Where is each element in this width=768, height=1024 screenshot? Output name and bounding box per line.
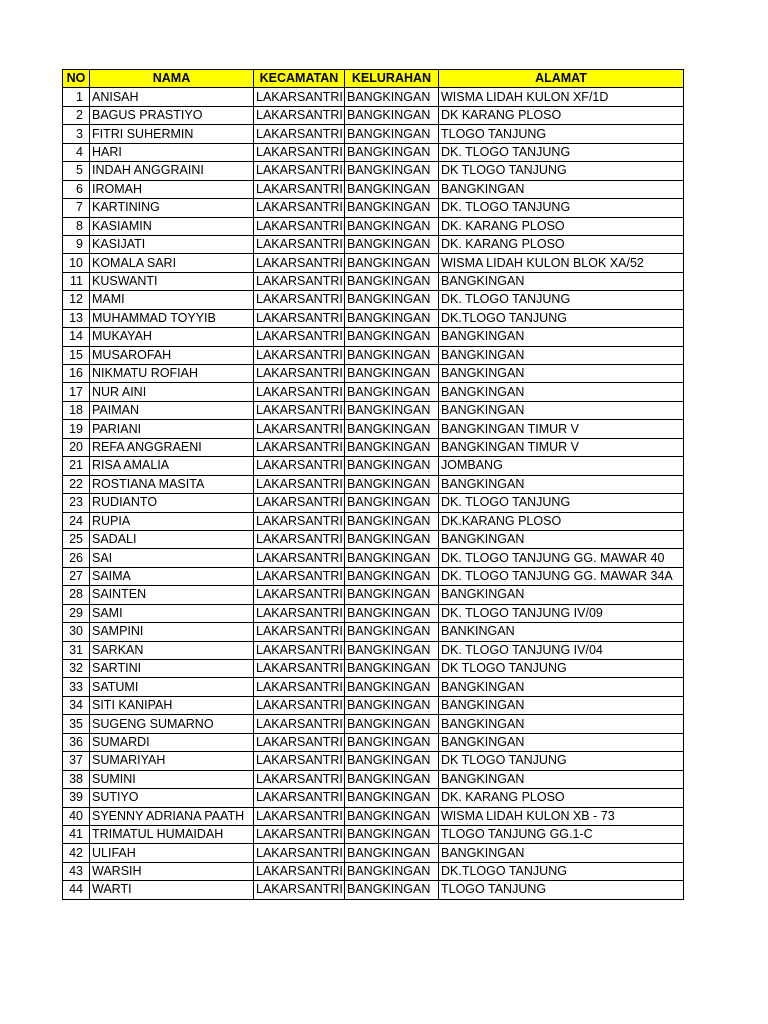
cell-alamat: BANGKINGAN	[439, 365, 684, 383]
cell-no: 24	[63, 512, 90, 530]
cell-alamat: BANGKINGAN	[439, 733, 684, 751]
table-row	[63, 309, 684, 327]
cell-alamat: DK. KARANG PLOSO	[439, 217, 684, 235]
table-row	[63, 660, 684, 678]
table-row	[63, 789, 684, 807]
cell-kelurahan: BANGKINGAN	[345, 678, 439, 696]
cell-nama: WARTI	[90, 881, 254, 899]
cell-nama: IROMAH	[90, 180, 254, 198]
cell-alamat: TLOGO TANJUNG GG.1-C	[439, 825, 684, 843]
cell-alamat: BANGKINGAN	[439, 346, 684, 364]
cell-no: 31	[63, 641, 90, 659]
cell-kecamatan: LAKARSANTRI	[254, 438, 345, 456]
cell-kecamatan: LAKARSANTRI	[254, 420, 345, 438]
cell-alamat: DK. TLOGO TANJUNG	[439, 199, 684, 217]
cell-no: 26	[63, 549, 90, 567]
cell-no: 3	[63, 125, 90, 143]
cell-kecamatan: LAKARSANTRI	[254, 752, 345, 770]
table-row	[63, 328, 684, 346]
cell-kelurahan: BANGKINGAN	[345, 770, 439, 788]
cell-nama: SARKAN	[90, 641, 254, 659]
cell-kelurahan: BANGKINGAN	[345, 106, 439, 124]
table-row	[63, 733, 684, 751]
cell-alamat: BANGKINGAN	[439, 678, 684, 696]
cell-kelurahan: BANGKINGAN	[345, 235, 439, 253]
cell-kelurahan: BANGKINGAN	[345, 623, 439, 641]
table-row	[63, 715, 684, 733]
cell-kelurahan: BANGKINGAN	[345, 162, 439, 180]
table-row	[63, 438, 684, 456]
cell-no: 1	[63, 88, 90, 106]
cell-kecamatan: LAKARSANTRI	[254, 217, 345, 235]
cell-alamat: BANGKINGAN	[439, 696, 684, 714]
table-row	[63, 770, 684, 788]
cell-nama: SAMPINI	[90, 623, 254, 641]
cell-alamat: DK. TLOGO TANJUNG	[439, 143, 684, 161]
cell-kecamatan: LAKARSANTRI	[254, 530, 345, 548]
table-row	[63, 401, 684, 419]
cell-no: 17	[63, 383, 90, 401]
cell-kelurahan: BANGKINGAN	[345, 825, 439, 843]
cell-kecamatan: LAKARSANTRI	[254, 235, 345, 253]
header-kecamatan: KECAMATAN	[254, 70, 345, 88]
header-alamat: ALAMAT	[439, 70, 684, 88]
table-row	[63, 825, 684, 843]
header-nama: NAMA	[90, 70, 254, 88]
cell-no: 15	[63, 346, 90, 364]
cell-nama: SUMARDI	[90, 733, 254, 751]
cell-alamat: BANGKINGAN	[439, 383, 684, 401]
cell-nama: SAINTEN	[90, 586, 254, 604]
cell-alamat: TLOGO TANJUNG	[439, 125, 684, 143]
cell-kecamatan: LAKARSANTRI	[254, 272, 345, 290]
cell-kecamatan: LAKARSANTRI	[254, 862, 345, 880]
cell-nama: KASIAMIN	[90, 217, 254, 235]
cell-kelurahan: BANGKINGAN	[345, 328, 439, 346]
cell-kecamatan: LAKARSANTRI	[254, 641, 345, 659]
cell-nama: SUTIYO	[90, 789, 254, 807]
cell-nama: SUGENG SUMARNO	[90, 715, 254, 733]
cell-nama: MAMI	[90, 291, 254, 309]
cell-kelurahan: BANGKINGAN	[345, 752, 439, 770]
cell-nama: FITRI SUHERMIN	[90, 125, 254, 143]
cell-alamat: JOMBANG	[439, 457, 684, 475]
cell-nama: PAIMAN	[90, 401, 254, 419]
cell-nama: REFA ANGGRAENI	[90, 438, 254, 456]
cell-nama: MUKAYAH	[90, 328, 254, 346]
cell-no: 35	[63, 715, 90, 733]
cell-kelurahan: BANGKINGAN	[345, 844, 439, 862]
cell-kecamatan: LAKARSANTRI	[254, 328, 345, 346]
cell-nama: KUSWANTI	[90, 272, 254, 290]
cell-no: 18	[63, 401, 90, 419]
cell-no: 28	[63, 586, 90, 604]
table-row	[63, 586, 684, 604]
cell-nama: ROSTIANA MASITA	[90, 475, 254, 493]
cell-no: 14	[63, 328, 90, 346]
cell-nama: RISA AMALIA	[90, 457, 254, 475]
table-row	[63, 604, 684, 622]
cell-kelurahan: BANGKINGAN	[345, 401, 439, 419]
cell-kelurahan: BANGKINGAN	[345, 604, 439, 622]
cell-nama: NUR AINI	[90, 383, 254, 401]
header-row	[63, 70, 684, 88]
table-row	[63, 696, 684, 714]
cell-kecamatan: LAKARSANTRI	[254, 125, 345, 143]
cell-no: 25	[63, 530, 90, 548]
cell-alamat: BANGKINGAN	[439, 475, 684, 493]
table-row	[63, 752, 684, 770]
cell-kelurahan: BANGKINGAN	[345, 475, 439, 493]
cell-kelurahan: BANGKINGAN	[345, 586, 439, 604]
cell-nama: TRIMATUL HUMAIDAH	[90, 825, 254, 843]
cell-alamat: WISMA LIDAH KULON XF/1D	[439, 88, 684, 106]
cell-no: 32	[63, 660, 90, 678]
data-table	[62, 69, 684, 900]
cell-no: 10	[63, 254, 90, 272]
cell-nama: KASIJATI	[90, 235, 254, 253]
cell-no: 20	[63, 438, 90, 456]
cell-alamat: DK TLOGO TANJUNG	[439, 752, 684, 770]
cell-nama: WARSIH	[90, 862, 254, 880]
cell-alamat: BANGKINGAN TIMUR V	[439, 438, 684, 456]
cell-nama: KOMALA SARI	[90, 254, 254, 272]
cell-kecamatan: LAKARSANTRI	[254, 383, 345, 401]
cell-alamat: BANGKINGAN TIMUR V	[439, 420, 684, 438]
table-row	[63, 512, 684, 530]
cell-kecamatan: LAKARSANTRI	[254, 567, 345, 585]
cell-no: 38	[63, 770, 90, 788]
cell-alamat: DK. KARANG PLOSO	[439, 789, 684, 807]
cell-nama: SUMARIYAH	[90, 752, 254, 770]
cell-kecamatan: LAKARSANTRI	[254, 623, 345, 641]
cell-alamat: BANGKINGAN	[439, 180, 684, 198]
cell-nama: MUHAMMAD TOYYIB	[90, 309, 254, 327]
table-row	[63, 88, 684, 106]
table-row	[63, 143, 684, 161]
cell-alamat: BANGKINGAN	[439, 328, 684, 346]
cell-no: 41	[63, 825, 90, 843]
cell-kecamatan: LAKARSANTRI	[254, 844, 345, 862]
cell-nama: SUMINI	[90, 770, 254, 788]
cell-kecamatan: LAKARSANTRI	[254, 457, 345, 475]
cell-kecamatan: LAKARSANTRI	[254, 162, 345, 180]
cell-kecamatan: LAKARSANTRI	[254, 678, 345, 696]
cell-alamat: DK. TLOGO TANJUNG IV/04	[439, 641, 684, 659]
cell-no: 39	[63, 789, 90, 807]
cell-alamat: DK. TLOGO TANJUNG IV/09	[439, 604, 684, 622]
cell-kelurahan: BANGKINGAN	[345, 346, 439, 364]
table-row	[63, 180, 684, 198]
table-row	[63, 494, 684, 512]
cell-nama: SITI KANIPAH	[90, 696, 254, 714]
table-row	[63, 420, 684, 438]
cell-nama: RUDIANTO	[90, 494, 254, 512]
cell-kelurahan: BANGKINGAN	[345, 143, 439, 161]
cell-nama: BAGUS PRASTIYO	[90, 106, 254, 124]
cell-nama: SAI	[90, 549, 254, 567]
cell-kecamatan: LAKARSANTRI	[254, 291, 345, 309]
cell-no: 5	[63, 162, 90, 180]
table-row	[63, 272, 684, 290]
cell-alamat: BANKINGAN	[439, 623, 684, 641]
cell-nama: NIKMATU ROFIAH	[90, 365, 254, 383]
cell-nama: SYENNY ADRIANA PAATH	[90, 807, 254, 825]
cell-kelurahan: BANGKINGAN	[345, 291, 439, 309]
cell-kecamatan: LAKARSANTRI	[254, 807, 345, 825]
cell-no: 16	[63, 365, 90, 383]
cell-kecamatan: LAKARSANTRI	[254, 401, 345, 419]
table-row	[63, 862, 684, 880]
table-row	[63, 807, 684, 825]
cell-kecamatan: LAKARSANTRI	[254, 586, 345, 604]
table-row	[63, 254, 684, 272]
cell-alamat: BANGKINGAN	[439, 715, 684, 733]
table-row	[63, 623, 684, 641]
cell-kecamatan: LAKARSANTRI	[254, 696, 345, 714]
table-row	[63, 881, 684, 899]
cell-no: 40	[63, 807, 90, 825]
cell-kelurahan: BANGKINGAN	[345, 125, 439, 143]
cell-nama: ULIFAH	[90, 844, 254, 862]
table-row	[63, 457, 684, 475]
cell-kecamatan: LAKARSANTRI	[254, 512, 345, 530]
cell-nama: HARI	[90, 143, 254, 161]
table-row	[63, 125, 684, 143]
cell-kecamatan: LAKARSANTRI	[254, 475, 345, 493]
cell-no: 21	[63, 457, 90, 475]
cell-no: 9	[63, 235, 90, 253]
cell-kecamatan: LAKARSANTRI	[254, 180, 345, 198]
cell-kelurahan: BANGKINGAN	[345, 457, 439, 475]
cell-alamat: WISMA LIDAH KULON BLOK XA/52	[439, 254, 684, 272]
cell-kelurahan: BANGKINGAN	[345, 438, 439, 456]
cell-no: 11	[63, 272, 90, 290]
cell-kelurahan: BANGKINGAN	[345, 696, 439, 714]
cell-kelurahan: BANGKINGAN	[345, 530, 439, 548]
table-row	[63, 162, 684, 180]
table-row	[63, 475, 684, 493]
cell-kelurahan: BANGKINGAN	[345, 272, 439, 290]
cell-no: 34	[63, 696, 90, 714]
cell-kecamatan: LAKARSANTRI	[254, 660, 345, 678]
cell-alamat: BANGKINGAN	[439, 530, 684, 548]
header-kelurahan: KELURAHAN	[345, 70, 439, 88]
cell-nama: SAMI	[90, 604, 254, 622]
cell-nama: MUSAROFAH	[90, 346, 254, 364]
table-row	[63, 383, 684, 401]
cell-kelurahan: BANGKINGAN	[345, 365, 439, 383]
cell-alamat: DK. KARANG PLOSO	[439, 235, 684, 253]
cell-kelurahan: BANGKINGAN	[345, 309, 439, 327]
cell-kelurahan: BANGKINGAN	[345, 807, 439, 825]
table-row	[63, 641, 684, 659]
cell-no: 43	[63, 862, 90, 880]
cell-kelurahan: BANGKINGAN	[345, 199, 439, 217]
cell-kecamatan: LAKARSANTRI	[254, 494, 345, 512]
cell-kecamatan: LAKARSANTRI	[254, 549, 345, 567]
cell-no: 4	[63, 143, 90, 161]
table-row	[63, 199, 684, 217]
cell-alamat: DK. TLOGO TANJUNG	[439, 494, 684, 512]
cell-kelurahan: BANGKINGAN	[345, 733, 439, 751]
cell-kelurahan: BANGKINGAN	[345, 383, 439, 401]
cell-no: 19	[63, 420, 90, 438]
cell-no: 29	[63, 604, 90, 622]
cell-no: 27	[63, 567, 90, 585]
cell-no: 36	[63, 733, 90, 751]
cell-kecamatan: LAKARSANTRI	[254, 88, 345, 106]
cell-nama: ANISAH	[90, 88, 254, 106]
cell-kelurahan: BANGKINGAN	[345, 420, 439, 438]
cell-kelurahan: BANGKINGAN	[345, 494, 439, 512]
table-row	[63, 549, 684, 567]
cell-nama: INDAH ANGGRAINI	[90, 162, 254, 180]
cell-nama: KARTINING	[90, 199, 254, 217]
cell-kecamatan: LAKARSANTRI	[254, 254, 345, 272]
cell-alamat: BANGKINGAN	[439, 401, 684, 419]
cell-kelurahan: BANGKINGAN	[345, 862, 439, 880]
cell-kelurahan: BANGKINGAN	[345, 180, 439, 198]
cell-alamat: TLOGO TANJUNG	[439, 881, 684, 899]
cell-alamat: DK. TLOGO TANJUNG GG. MAWAR 34A	[439, 567, 684, 585]
cell-no: 42	[63, 844, 90, 862]
cell-alamat: DK. TLOGO TANJUNG	[439, 291, 684, 309]
cell-alamat: WISMA LIDAH KULON XB - 73	[439, 807, 684, 825]
cell-alamat: BANGKINGAN	[439, 844, 684, 862]
cell-kecamatan: LAKARSANTRI	[254, 604, 345, 622]
cell-alamat: DK TLOGO TANJUNG	[439, 162, 684, 180]
cell-kecamatan: LAKARSANTRI	[254, 733, 345, 751]
cell-kecamatan: LAKARSANTRI	[254, 881, 345, 899]
cell-no: 44	[63, 881, 90, 899]
cell-nama: SATUMI	[90, 678, 254, 696]
cell-kecamatan: LAKARSANTRI	[254, 143, 345, 161]
table-row	[63, 235, 684, 253]
cell-kelurahan: BANGKINGAN	[345, 512, 439, 530]
table-row	[63, 346, 684, 364]
cell-nama: RUPIA	[90, 512, 254, 530]
cell-kecamatan: LAKARSANTRI	[254, 346, 345, 364]
cell-nama: SARTINI	[90, 660, 254, 678]
cell-no: 8	[63, 217, 90, 235]
cell-alamat: DK. TLOGO TANJUNG GG. MAWAR 40	[439, 549, 684, 567]
cell-no: 6	[63, 180, 90, 198]
table-body	[63, 88, 684, 899]
cell-no: 13	[63, 309, 90, 327]
cell-nama: SADALI	[90, 530, 254, 548]
cell-no: 30	[63, 623, 90, 641]
table-row	[63, 678, 684, 696]
cell-kelurahan: BANGKINGAN	[345, 567, 439, 585]
header-no: NO	[63, 70, 90, 88]
cell-no: 23	[63, 494, 90, 512]
cell-nama: SAIMA	[90, 567, 254, 585]
cell-kecamatan: LAKARSANTRI	[254, 789, 345, 807]
cell-kecamatan: LAKARSANTRI	[254, 309, 345, 327]
cell-alamat: BANGKINGAN	[439, 272, 684, 290]
table-row	[63, 844, 684, 862]
cell-kecamatan: LAKARSANTRI	[254, 106, 345, 124]
cell-alamat: BANGKINGAN	[439, 770, 684, 788]
cell-kecamatan: LAKARSANTRI	[254, 715, 345, 733]
cell-kecamatan: LAKARSANTRI	[254, 365, 345, 383]
cell-nama: PARIANI	[90, 420, 254, 438]
cell-kecamatan: LAKARSANTRI	[254, 770, 345, 788]
cell-alamat: DK.TLOGO TANJUNG	[439, 309, 684, 327]
table-row	[63, 530, 684, 548]
cell-kelurahan: BANGKINGAN	[345, 254, 439, 272]
cell-alamat: DK.TLOGO TANJUNG	[439, 862, 684, 880]
cell-no: 7	[63, 199, 90, 217]
table-row	[63, 365, 684, 383]
cell-alamat: BANGKINGAN	[439, 586, 684, 604]
table-row	[63, 217, 684, 235]
cell-kelurahan: BANGKINGAN	[345, 789, 439, 807]
cell-alamat: DK TLOGO TANJUNG	[439, 660, 684, 678]
cell-kelurahan: BANGKINGAN	[345, 715, 439, 733]
cell-kelurahan: BANGKINGAN	[345, 881, 439, 899]
cell-kecamatan: LAKARSANTRI	[254, 199, 345, 217]
cell-no: 22	[63, 475, 90, 493]
cell-kelurahan: BANGKINGAN	[345, 549, 439, 567]
cell-no: 37	[63, 752, 90, 770]
cell-alamat: DK.KARANG PLOSO	[439, 512, 684, 530]
cell-kelurahan: BANGKINGAN	[345, 217, 439, 235]
cell-alamat: DK KARANG PLOSO	[439, 106, 684, 124]
table-row	[63, 106, 684, 124]
cell-kecamatan: LAKARSANTRI	[254, 825, 345, 843]
table-row	[63, 291, 684, 309]
cell-no: 33	[63, 678, 90, 696]
table-row	[63, 567, 684, 585]
cell-kelurahan: BANGKINGAN	[345, 660, 439, 678]
cell-kelurahan: BANGKINGAN	[345, 641, 439, 659]
cell-no: 2	[63, 106, 90, 124]
cell-no: 12	[63, 291, 90, 309]
cell-kelurahan: BANGKINGAN	[345, 88, 439, 106]
